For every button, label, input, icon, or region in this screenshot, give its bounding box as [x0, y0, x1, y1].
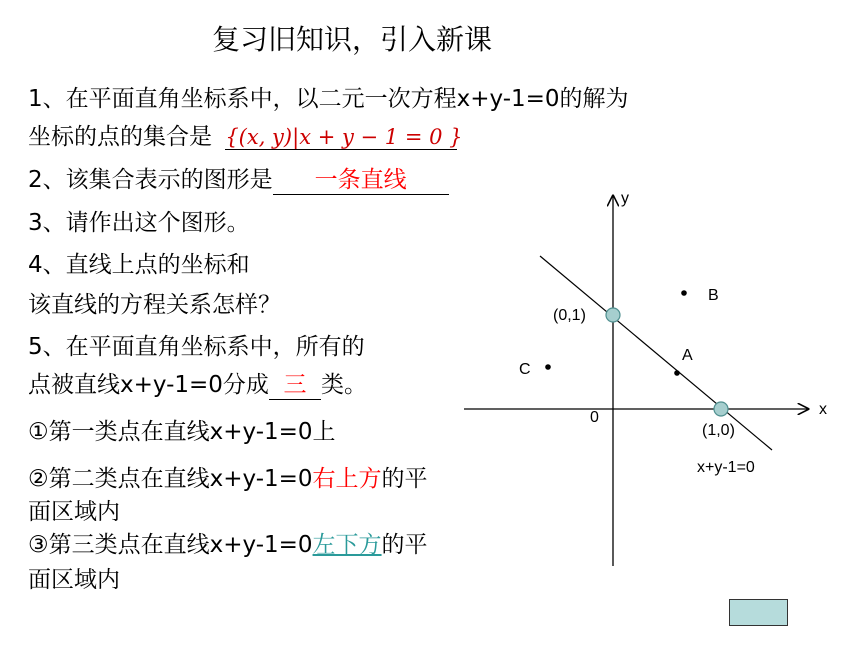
item-3-region-link[interactable]: 左下方 — [312, 532, 382, 558]
point-a-label: A — [682, 347, 693, 364]
item-3-prefix: ③第三类点在直线x+y-1=0 — [28, 532, 313, 558]
q4-line1: 4、直线上点的坐标和 — [28, 252, 250, 278]
point-c-label: C — [519, 361, 531, 378]
item-1: ①第一类点在直线x+y-1=0上 — [28, 419, 336, 445]
item-2-prefix: ②第二类点在直线x+y-1=0 — [28, 466, 313, 492]
item-3-line2: 面区域内 — [28, 567, 120, 593]
q3-line: 3、请作出这个图形。 — [28, 210, 250, 236]
q2-answer: 一条直线 — [273, 161, 449, 195]
item-2-line1 — [28, 460, 428, 493]
line-equation-label: x+y-1=0 — [697, 459, 755, 476]
origin-label: 0 — [590, 409, 599, 426]
q2-prefix: 2、该集合表示的图形是 — [28, 167, 273, 193]
point-c-dot — [545, 364, 551, 370]
q1-prefix: 坐标的点的集合是 — [28, 124, 212, 150]
page-title: 复习旧知识，引入新课 — [212, 23, 493, 56]
x-axis-label: x — [819, 401, 827, 418]
q5-answer: 三 — [269, 366, 321, 400]
item-3-line1 — [28, 526, 428, 559]
point-b-dot — [681, 290, 687, 296]
line-x-plus-y-minus-1 — [540, 256, 772, 450]
q1-answer: {(x, y)|x + y − 1 = 0 } — [225, 125, 463, 149]
item-3-suffix: 的平 — [381, 532, 428, 558]
q5-line2 — [28, 366, 367, 400]
item-2-line2: 面区域内 — [28, 499, 120, 525]
point-1-0-label: (1,0) — [702, 422, 735, 439]
q5-line1: 5、在平面直角坐标系中，所有的 — [28, 334, 365, 360]
y-axis-label: y — [621, 190, 629, 207]
point-a-dot — [674, 370, 680, 376]
q1-line2 — [28, 118, 463, 151]
action-button[interactable] — [729, 599, 788, 626]
q2-line — [28, 161, 449, 195]
item-2-suffix: 的平 — [381, 466, 428, 492]
point-1-0-marker — [714, 402, 728, 416]
point-b-label: B — [708, 287, 719, 304]
q5-prefix: 点被直线x+y-1=0分成 — [28, 372, 269, 398]
point-0-1-label: (0,1) — [553, 307, 586, 324]
coordinate-graph — [455, 185, 840, 585]
q4-line2: 该直线的方程关系怎样？ — [28, 292, 281, 318]
q5-suffix: 类。 — [320, 372, 367, 398]
q1-line1: 1、在平面直角坐标系中，以二元一次方程x+y-1=0的解为 — [28, 86, 629, 112]
point-0-1-marker — [606, 308, 620, 322]
item-2-region: 右上方 — [312, 466, 382, 492]
